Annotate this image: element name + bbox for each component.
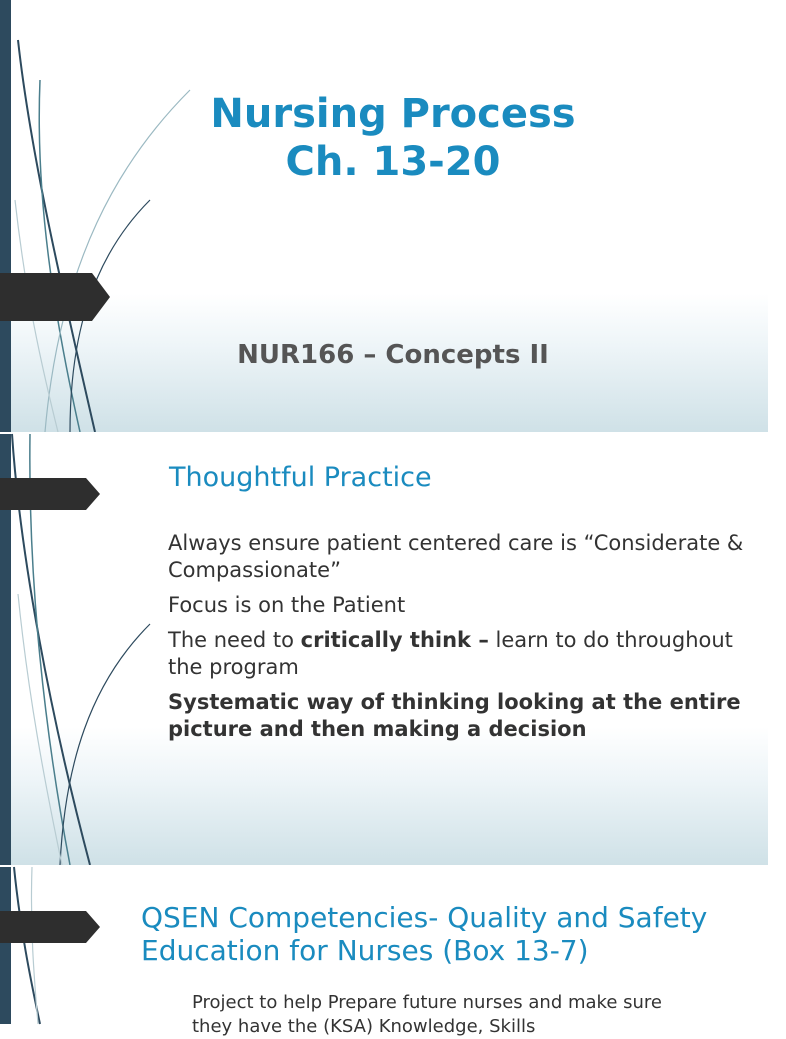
title-line-1: Nursing Process (210, 91, 576, 137)
bullet-text: Always ensure patient centered care is “Considerate & Compassionate” (168, 531, 744, 582)
list-item (145, 530, 745, 584)
presentation-subtitle: NUR166 – Concepts II (237, 340, 549, 370)
bullet-text-post: learn to do throughout the program (168, 628, 733, 679)
bullet-text-pre: The need to (168, 628, 301, 652)
bullet-text: Focus is on the Patient (168, 593, 406, 617)
bullet-list (168, 991, 688, 1039)
title-line-2: Ch. 13-20 (285, 139, 501, 185)
slide-qsen-competencies (0, 867, 768, 1037)
presentation-title (0, 90, 786, 186)
list-item (145, 592, 745, 619)
bullet-text-bold: Systematic way of thinking looking at the entire picture and then making a decision (168, 690, 741, 741)
dark-arrow-tab-icon (0, 478, 100, 510)
slide-title (0, 0, 768, 432)
list-item (168, 991, 688, 1039)
list-item (145, 627, 745, 681)
dark-arrow-tab-icon (0, 911, 100, 943)
dark-arrow-tab-icon (0, 273, 110, 321)
slide-heading: QSEN Competencies- Quality and Safety Education for Nurses (Box 13-7) (141, 901, 708, 967)
list-item (145, 689, 745, 743)
bullet-text: Project to help Prepare future nurses and make sure they have the (KSA) Knowledge, Skills (192, 992, 662, 1037)
bullet-text-bold: critically think – (300, 628, 489, 652)
slide-thoughtful-practice (0, 434, 768, 865)
bullet-list (145, 530, 745, 751)
slide-heading: Thoughtful Practice (169, 462, 432, 493)
